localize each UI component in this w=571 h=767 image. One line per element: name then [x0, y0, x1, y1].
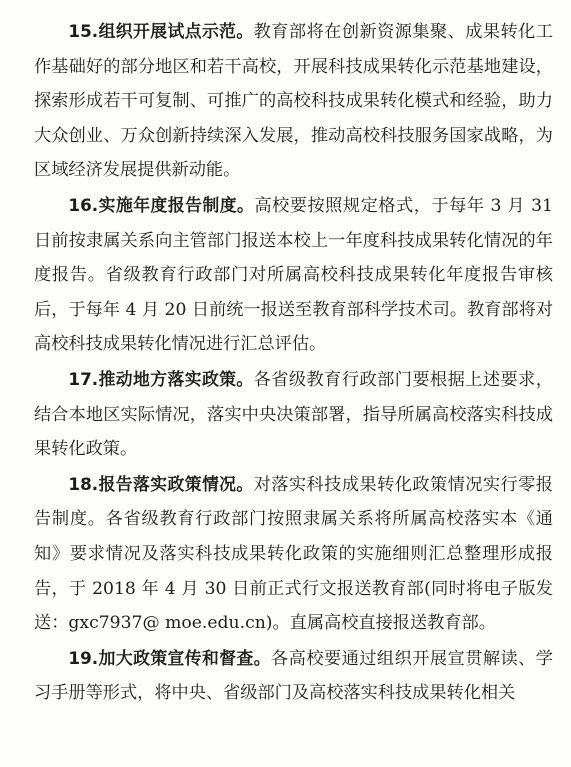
paragraph-heading: 15.组织开展试点示范。: [68, 21, 254, 41]
paragraph-18: [34, 467, 553, 641]
paragraph-17: [34, 362, 553, 467]
paragraph-heading: 17.推动地方落实政策。: [68, 368, 254, 389]
paragraph-heading: 18.报告落实政策情况。: [68, 473, 254, 494]
paragraph-19: [34, 641, 553, 711]
paragraph-heading: 19.加大政策宣传和督查。: [68, 647, 272, 668]
paragraph-16: [34, 188, 553, 362]
paragraph-body: 各省级教育行政部门要根据上述要求，结合本地区实际情况，落实中央决策部署，指导所属高校落实科技成果转化政策。: [34, 369, 553, 460]
paragraph-body: 高校要按照规定格式，于每年 3 月 31 日前按隶属关系向主管部门报送本校上一年度科技成果转化情况的年度报告。省级教育行政部门对所属高校科技成果转化年度报告审核后，于每年 4 月 20 日前统一报送至教育部科学技术司。教育部将对高校科技成果转化情况进行汇总评估。: [34, 195, 553, 355]
paragraph-body: 教育部将在创新资源集聚、成果转化工作基础好的部分地区和若干高校，开展科技成果转化示范基地建设，探索形成若干可复制、可推广的高校科技成果转化模式和经验，助力大众创业、万众创新持续深入发展，推动高校科技服务国家战略，为区域经济发展提供新动能。: [34, 22, 553, 181]
paragraph-body: 对落实科技成果转化政策情况实行零报告制度。各省级教育行政部门按照隶属关系将所属高校落实本《通知》要求情况及落实科技成果转化政策的实施细则汇总整理形成报告，于 2018 年 4 月 30 日前正式行文报送教育部(同时将电子版发送：gxc7937@ moe.edu.cn)。直属高校直接报送教育部。: [34, 474, 553, 634]
paragraph-body: 各高校要通过组织开展宣贯解读、学习手册等形式，将中央、省级部门及高校落实科技成果转化相关: [34, 648, 553, 704]
paragraph-15: [34, 14, 553, 188]
paragraph-heading: 16.实施年度报告制度。: [68, 194, 255, 215]
